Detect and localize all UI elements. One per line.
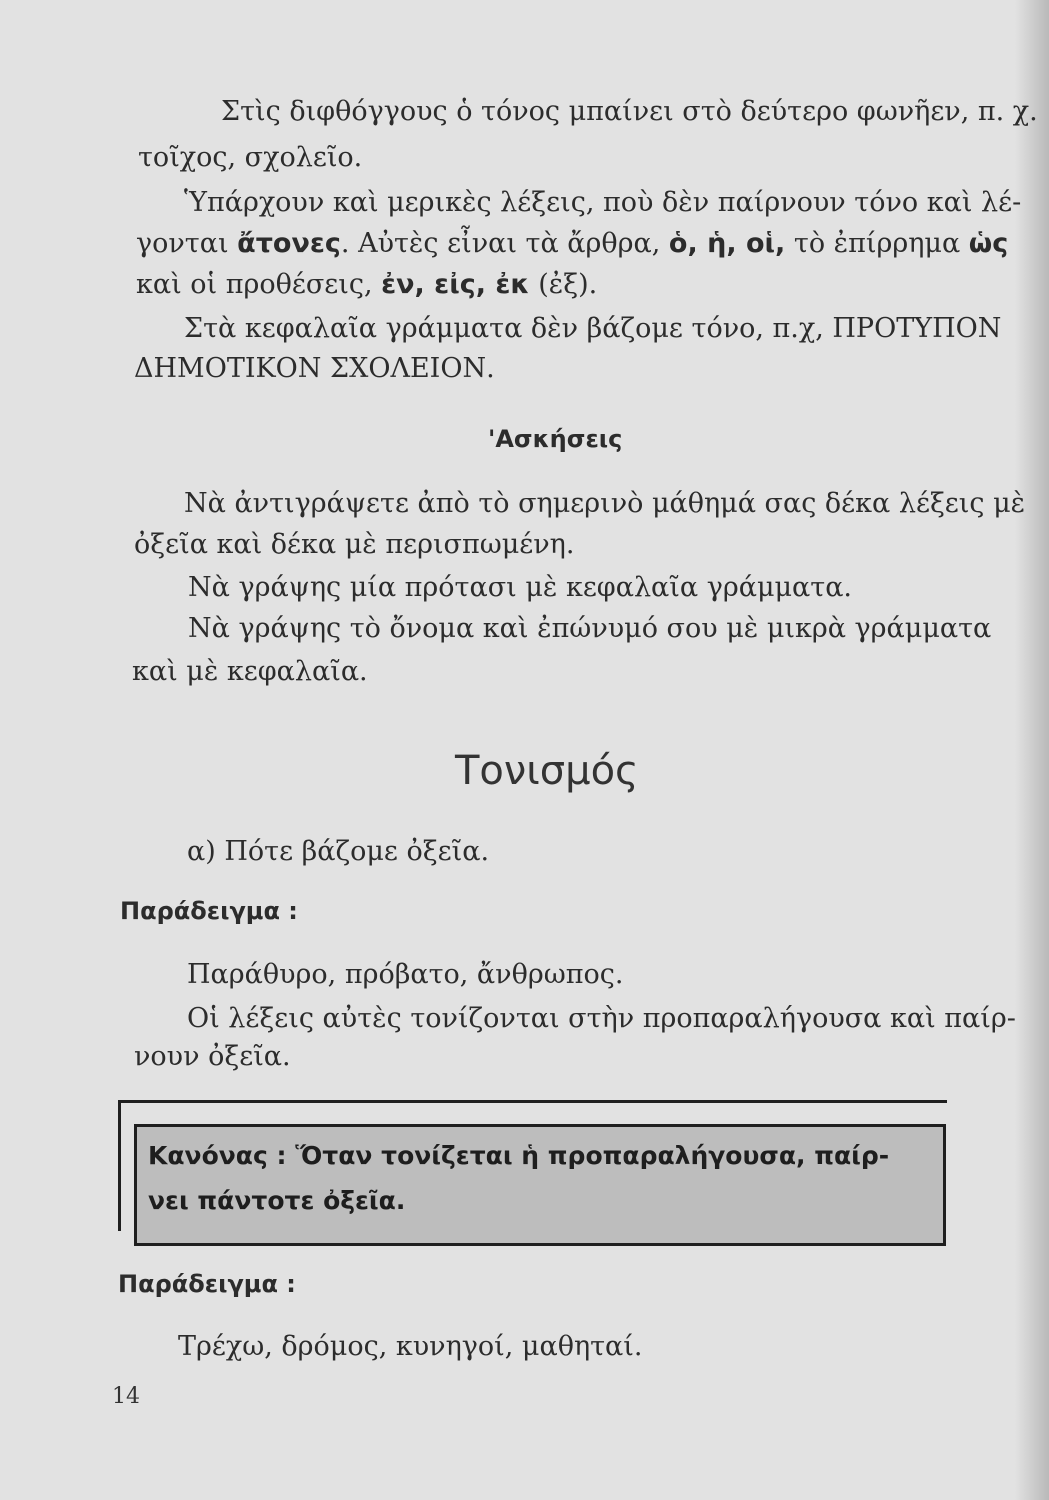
bold-term: ἐν, εἰς, ἐκ [381, 269, 530, 300]
rule-box [118, 1100, 947, 1264]
example-words: Παράθυρο, πρόβατο, ἄνθρωπος. [187, 959, 624, 990]
text-line: ΔΗΜΟΤΙΚΟΝ ΣΧΟΛΕΙΟΝ. [134, 353, 495, 384]
rule-panel [134, 1124, 946, 1246]
text-fragment: γονται [136, 228, 238, 259]
example-label: Παράδειγμα : [118, 1270, 296, 1298]
text-line: Οἱ λέξεις αὐτὲς τονίζονται στὴν προπαραλήγουσα καὶ παίρ- [187, 1003, 1016, 1034]
bold-term: ὡς [968, 228, 1009, 259]
text-line: Νὰ γράψης τὸ ὄνομα καὶ ἐπώνυμό σου μὲ μικρὰ γράμματα [188, 613, 992, 644]
text-line: τοῖχος, σχολεῖο. [138, 142, 363, 173]
text-line: νουν ὀξεῖα. [134, 1041, 291, 1072]
text-line: καὶ μὲ κεφαλαῖα. [132, 656, 368, 687]
section-title: Τονισμός [455, 748, 639, 794]
text-line: Νὰ ἀντιγράψετε ἀπὸ τὸ σημερινὸ μάθημά σας δέκα λέξεις μὲ [184, 488, 1026, 519]
rule-text: Ὅταν τονίζεται ἡ προπαραλήγουσα, παίρ- [295, 1141, 890, 1170]
bold-term: ὁ, ἡ, οἱ, [668, 228, 786, 259]
rule-line [148, 1141, 889, 1170]
text-fragment: (ἐξ). [529, 269, 598, 300]
text-line: ὀξεῖα καὶ δέκα μὲ περισπωμένη. [134, 529, 575, 560]
subsection-title: α) Πότε βάζομε ὀξεῖα. [187, 836, 490, 867]
rule-label: Κανόνας : [148, 1141, 287, 1170]
example-label: Παράδειγμα : [120, 897, 298, 925]
example-words: Τρέχω, δρόμος, κυνηγοί, μαθηταί. [178, 1331, 643, 1362]
text-line: Νὰ γράψης μία πρότασι μὲ κεφαλαῖα γράμματα. [188, 572, 853, 603]
page-number: 14 [112, 1384, 140, 1409]
rule-line: νει πάντοτε ὀξεῖα. [148, 1186, 406, 1215]
text-fragment: τὸ ἐπίρρημα [785, 228, 969, 259]
text-line [136, 227, 1008, 261]
text-line: Στὶς διφθόγγους ὁ τόνος μπαίνει στὸ δεύτερο φωνῆεν, π. χ. [221, 96, 1038, 127]
exercises-heading: 'Ασκήσεις [488, 425, 623, 453]
text-line: Ὑπάρχουν καὶ μερικὲς λέξεις, ποὺ δὲν παίρνουν τόνο καὶ λέ- [184, 187, 1022, 218]
text-fragment: . Αὐτὲς εἶναι τὰ ἄρθρα, [340, 228, 669, 259]
bold-term: ἄτονες [237, 228, 341, 259]
text-line [136, 268, 597, 302]
page-edge-shadow [1015, 0, 1049, 1500]
text-line: Στὰ κεφαλαῖα γράμματα δὲν βάζομε τόνο, π.χ, ΠΡΟΤΥΠΟΝ [184, 313, 1002, 344]
text-fragment: καὶ οἱ προθέσεις, [136, 269, 382, 300]
